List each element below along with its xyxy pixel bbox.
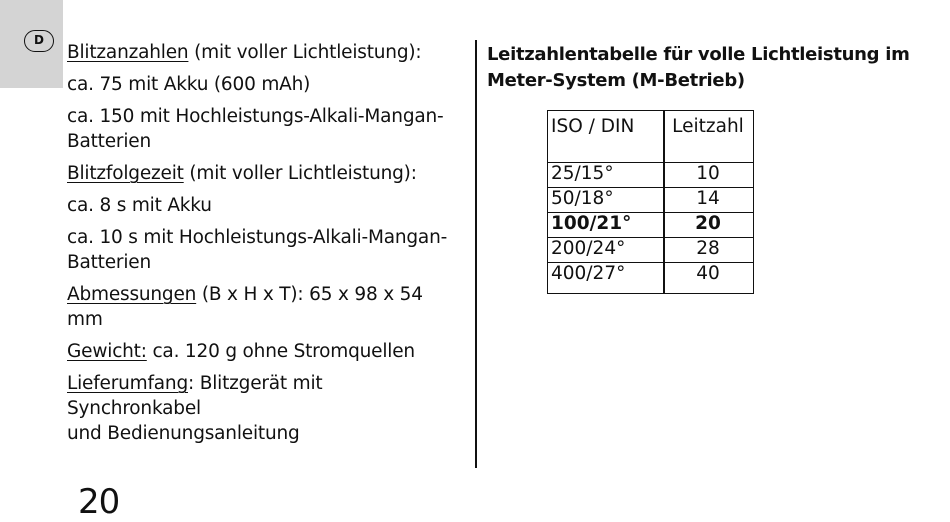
title-line2: Meter-System (M-Betrieb) — [487, 70, 745, 91]
recycle-time-batteries-line2: Batterien — [67, 252, 151, 273]
header-leitzahl: Leitzahl — [672, 116, 744, 137]
scope-of-delivery-line2: und Bedienungsanleitung — [67, 423, 300, 444]
guide-number-table — [547, 110, 754, 294]
header-iso-din: ISO / DIN — [551, 116, 635, 137]
language-badge: D — [24, 30, 54, 52]
guide-number-table-title — [487, 42, 927, 94]
dimensions-value: (B x H x T): 65 x 98 x 54 mm — [67, 284, 423, 330]
table-row-iso: 400/27° — [551, 263, 626, 284]
recycle-time-batteries — [67, 225, 462, 275]
recycle-time-label: Blitzfolgezeit — [67, 163, 184, 184]
scope-of-delivery-value: : Blitzgerät mit Synchronkabel — [67, 373, 323, 419]
flash-count-batteries — [67, 104, 462, 154]
flash-count-akku: ca. 75 mit Akku (600 mAh) — [67, 74, 311, 95]
recycle-time-batteries-line1: ca. 10 s mit Hochleistungs-Alkali-Mangan- — [67, 227, 448, 248]
table-row-gn: 20 — [695, 213, 721, 234]
scope-of-delivery — [67, 371, 462, 446]
weight-label: Gewicht: — [67, 341, 147, 362]
page-number: 20 — [78, 482, 120, 522]
recycle-time-akku: ca. 8 s mit Akku — [67, 195, 212, 216]
table-row-iso: 50/18° — [551, 188, 614, 209]
table-row-iso: 25/15° — [551, 163, 614, 184]
table-row-gn: 14 — [696, 188, 720, 209]
flash-count-label: Blitzanzahlen — [67, 42, 189, 63]
title-line1: Leitzahlentabelle für volle Lichtleistung im — [487, 44, 910, 65]
scope-of-delivery-label: Lieferumfang — [67, 373, 188, 394]
weight — [67, 339, 462, 364]
table-row-iso: 100/21° — [551, 213, 632, 234]
specifications-column — [67, 40, 462, 453]
flash-count-heading — [67, 40, 462, 65]
recycle-time-note: (mit voller Lichtleistung): — [183, 163, 417, 184]
language-tab — [0, 0, 63, 88]
flash-count-batteries-line2: Batterien — [67, 131, 151, 152]
dimensions — [67, 282, 462, 332]
flash-count-note: (mit voller Lichtleistung): — [188, 42, 422, 63]
column-divider — [475, 40, 477, 468]
table-row-gn: 10 — [696, 163, 720, 184]
dimensions-label: Abmessungen — [67, 284, 197, 305]
table-row-iso: 200/24° — [551, 238, 626, 259]
table-row-gn: 28 — [696, 238, 720, 259]
weight-value: ca. 120 g ohne Stromquellen — [146, 341, 415, 362]
recycle-time-heading — [67, 161, 462, 186]
table-row-gn: 40 — [696, 263, 720, 284]
flash-count-batteries-line1: ca. 150 mit Hochleistungs-Alkali-Mangan- — [67, 106, 444, 127]
